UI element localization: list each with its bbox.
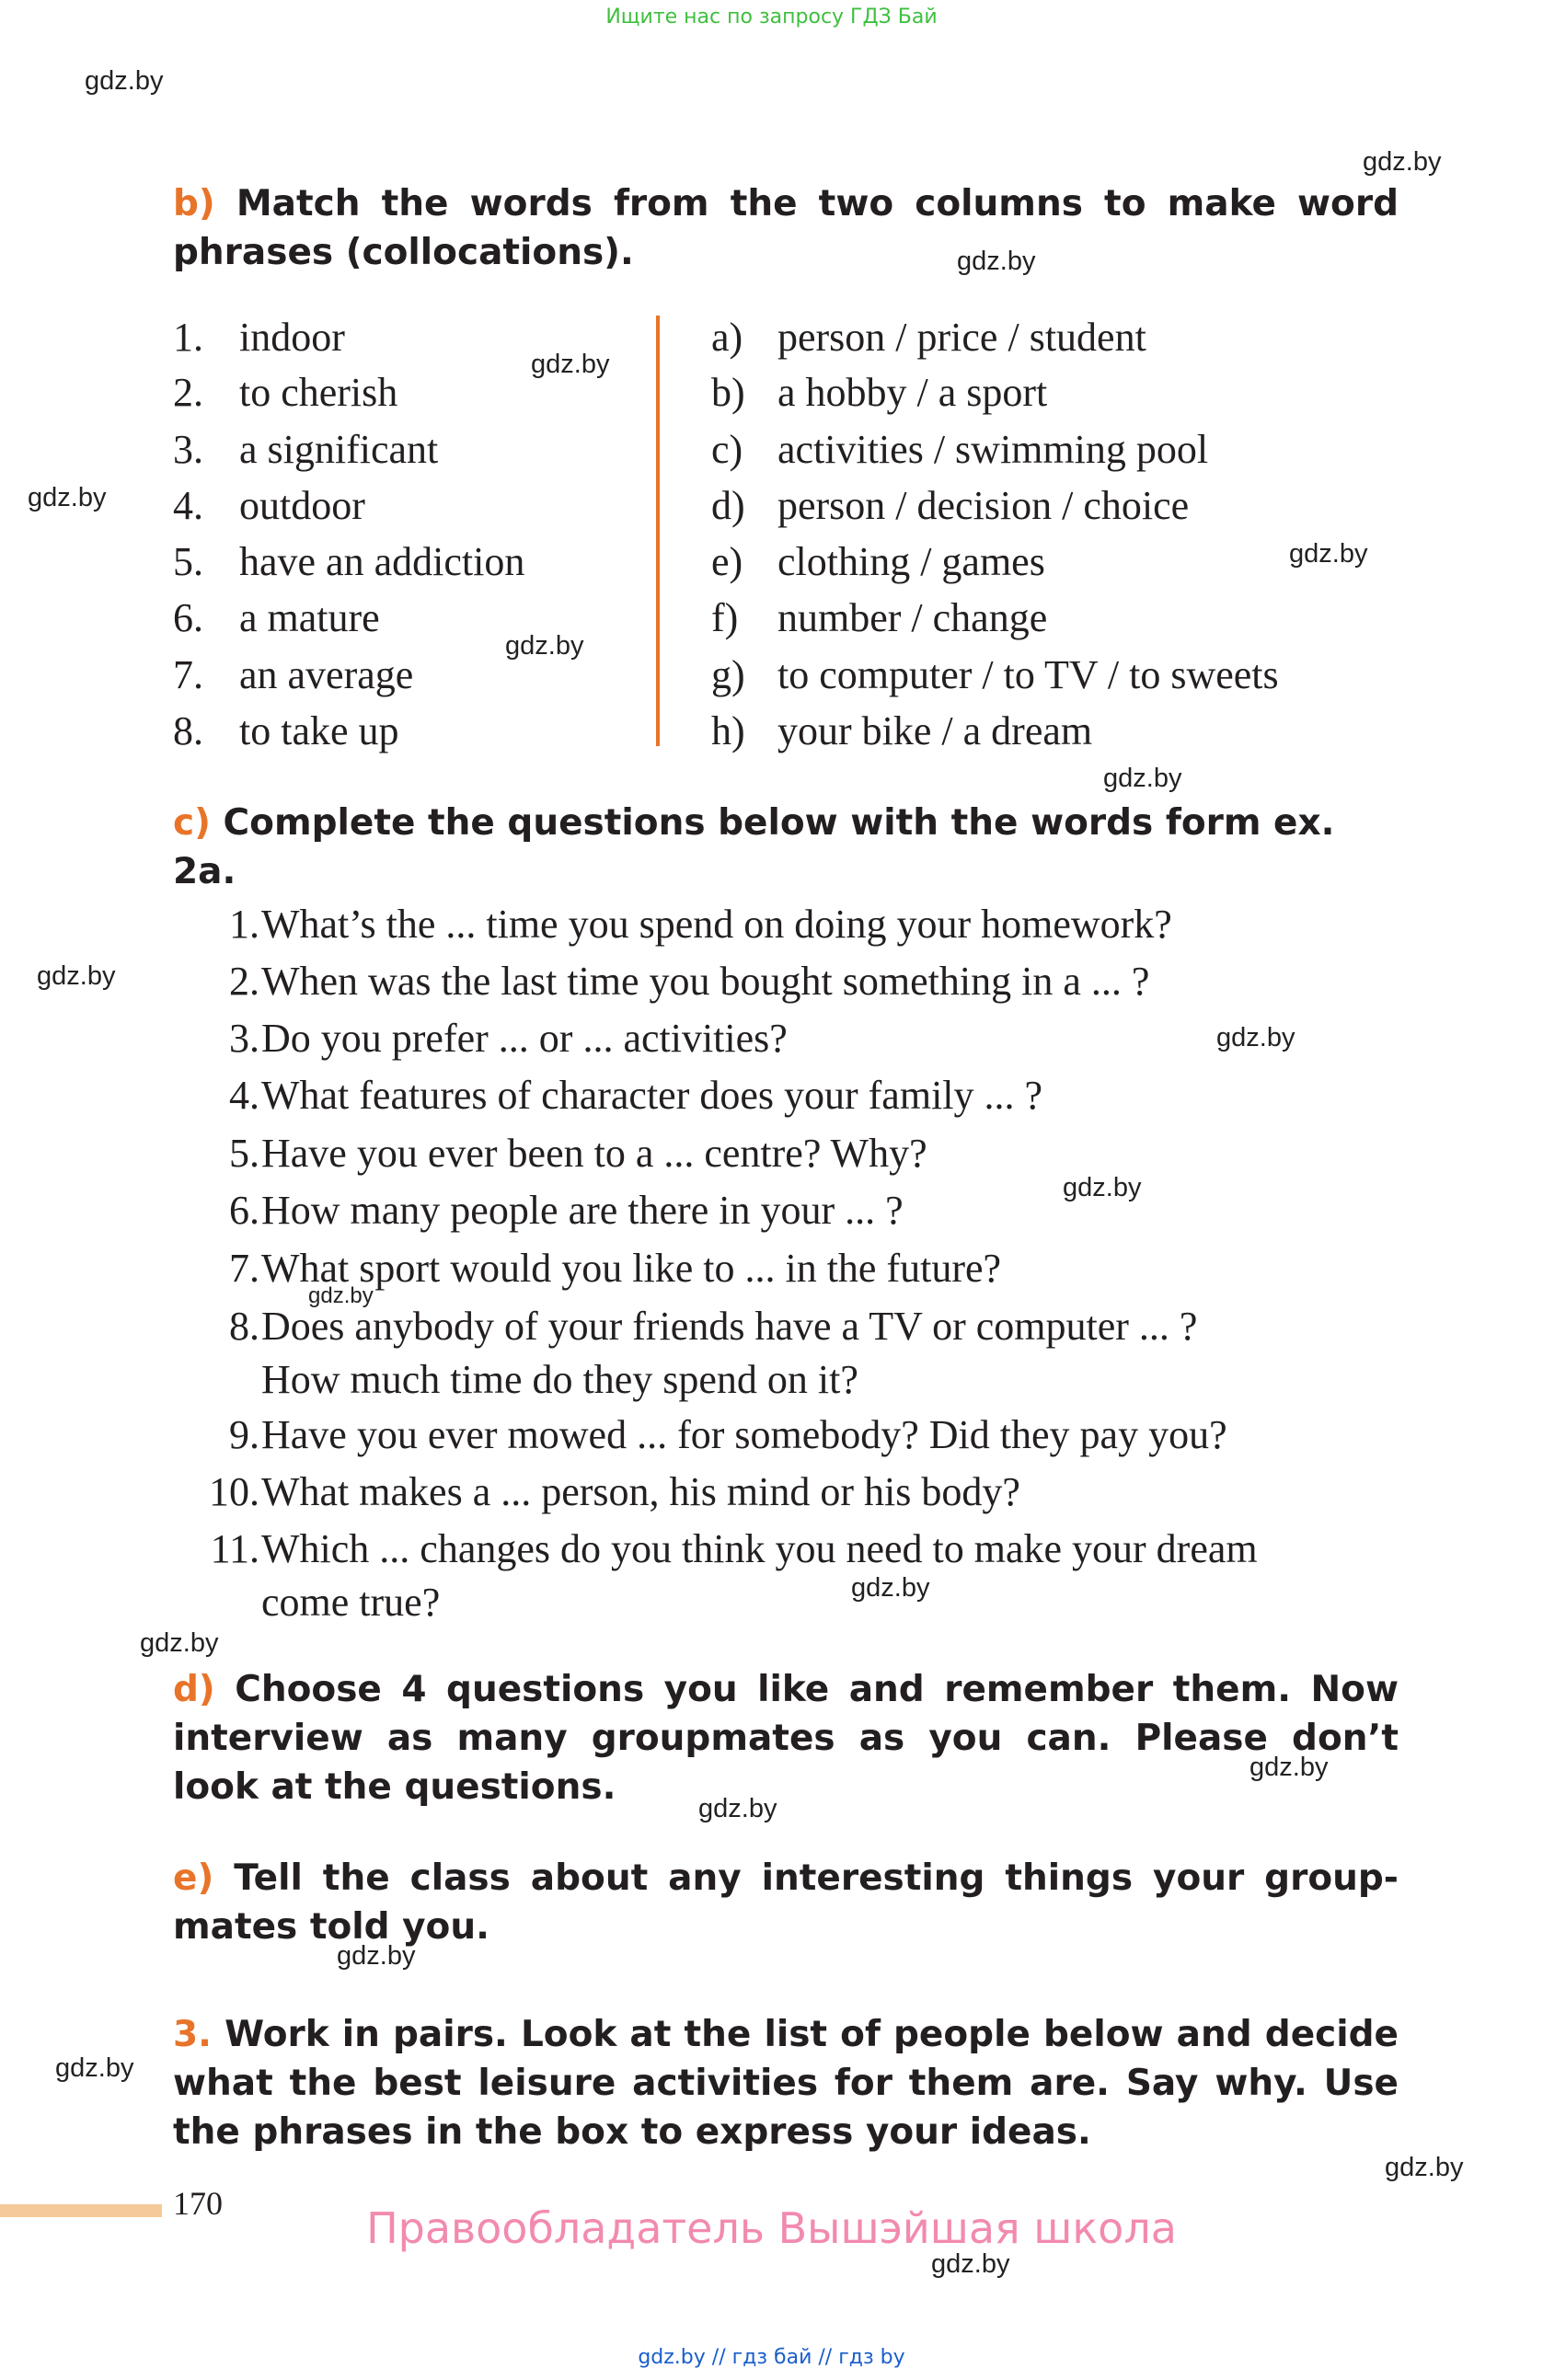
item-letter: f) [711,595,739,640]
watermark: gdz.by [140,1628,219,1658]
column-divider [656,316,660,746]
item-letter: g) [711,652,745,697]
item-text: indoor [239,315,345,360]
top-banner: Ищите нас по запросу ГДЗ Бай [605,6,938,29]
watermark: gdz.by [28,483,107,512]
item-text: outdoor [239,483,365,528]
item-letter: d) [711,483,745,528]
task-letter: d) [173,1669,215,1710]
question-text: How many people are there in your ... ? [261,1188,904,1233]
watermark: gdz.by [308,1283,374,1308]
question-text: What makes a ... person, his mind or his body? [261,1469,1020,1514]
task-c-instruction [173,799,1399,896]
question-number: 3. [229,1016,259,1061]
item-text: to take up [239,708,399,753]
task-3-instruction [173,2010,1399,2156]
watermark: gdz.by [1289,539,1368,569]
item-number: 3. [173,427,203,472]
question-text: Which ... changes do you think you need to make your dream [261,1526,1258,1571]
item-number: 2. [173,370,203,415]
watermark: gdz.by [1063,1173,1142,1202]
item-letter: c) [711,427,743,472]
right-column-item [711,595,1048,640]
item-text: a hobby / a sport [777,370,1048,415]
question-item [173,1304,1198,1349]
question-number: 5. [229,1131,259,1176]
watermark: gdz.by [505,631,584,661]
right-column-item [711,652,1279,697]
task-e-instruction [173,1854,1399,1951]
item-text: have an addiction [239,539,525,584]
question-text: Have you ever mowed ... for somebody? Did they pay you? [261,1412,1227,1457]
question-number: 2. [229,959,259,1004]
item-text: person / price / student [777,315,1146,360]
question-number: 1. [229,902,259,947]
item-letter: e) [711,539,743,584]
left-column-item [173,595,380,640]
question-item [173,902,1172,947]
task-text: Work in pairs. Look at the list of people below and decide what the best leisure activities for them are. Say why. Use the phrases in the box to express your ideas. [173,2014,1399,2153]
left-column-item [173,483,365,528]
task-b-instruction [173,179,1399,277]
question-number: 8. [229,1304,259,1349]
question-number: 7. [229,1246,259,1291]
question-number: 4. [229,1073,259,1118]
item-text: to cherish [239,370,398,415]
left-column-item [173,708,399,753]
question-text: What’s the ... time you spend on doing your homework? [261,902,1172,947]
watermark: gdz.by [1249,1753,1329,1782]
question-text: When was the last time you bought something in a ... ? [261,959,1150,1004]
question-item [173,1526,1258,1571]
task-text: Choose 4 questions you like and remember them. Now interview as many groupmates as you can. Please don’t look at the questions. [173,1669,1399,1808]
copyright-notice: Правообладатель Вышэйшая школа [366,2203,1177,2253]
question-item [173,959,1150,1004]
right-column-item [711,370,1048,415]
question-number: 10. [209,1469,259,1514]
item-number: 1. [173,315,203,360]
watermark: gdz.by [931,2249,1010,2279]
item-text: clothing / games [777,539,1045,584]
watermark: gdz.by [851,1573,930,1603]
right-column-item [711,317,1146,358]
watermark: gdz.by [85,66,164,96]
watermark: gdz.by [1385,2153,1464,2182]
right-column-item [711,708,1093,753]
item-letter: h) [711,708,745,753]
item-number: 5. [173,539,203,584]
item-number: 6. [173,595,203,640]
question-item [173,1412,1227,1457]
watermark: gdz.by [37,961,116,991]
item-text: an average [239,652,414,697]
left-column-item [173,427,439,472]
page-number: 170 [173,2185,223,2222]
right-column-item [711,427,1209,472]
watermark: gdz.by [1103,764,1182,793]
item-text: to computer / to TV / to sweets [777,652,1279,697]
question-text: What features of character does your family ... ? [261,1073,1043,1118]
question-item [173,1246,1002,1291]
item-text: a significant [239,427,439,472]
watermark: gdz.by [55,2053,134,2083]
watermark: gdz.by [698,1794,777,1823]
task-letter: e) [173,1857,214,1899]
item-text: a mature [239,595,380,640]
left-column-item [173,539,525,584]
task-text: Match the words from the two columns to make word phrases (collocations). [173,183,1399,273]
item-number: 7. [173,652,203,697]
task-text: Complete the questions below with the words form ex. 2a. [173,802,1335,892]
question-continuation: How much time do they spend on it? [261,1357,858,1402]
task-d-instruction [173,1665,1399,1811]
question-text: What sport would you like to ... in the future? [261,1246,1002,1291]
left-column-item [173,317,345,358]
question-continuation: come true? [261,1580,441,1625]
question-number: 6. [229,1188,259,1233]
question-item [173,1469,1020,1514]
right-column-item [711,539,1045,584]
question-item [173,1131,927,1176]
question-item [173,1188,904,1233]
item-number: 4. [173,483,203,528]
question-number: 11. [210,1526,259,1571]
task-number: 3. [173,2014,212,2055]
watermark: gdz.by [1363,147,1442,177]
watermark: gdz.by [531,350,610,379]
left-column-item [173,370,398,415]
question-text: Do you prefer ... or ... activities? [261,1016,788,1061]
item-text: person / decision / choice [777,483,1190,528]
task-text: Tell the class about any interesting things your group-mates told you. [173,1857,1399,1948]
item-text: your bike / a dream [777,708,1093,753]
question-item [173,1073,1043,1118]
question-number: 9. [229,1412,259,1457]
bottom-links[interactable]: gdz.by // гдз бай // гдз by [638,2346,905,2369]
item-number: 8. [173,708,203,753]
watermark: gdz.by [957,247,1036,276]
item-letter: b) [711,370,745,415]
question-item [173,1016,788,1061]
question-text: Does anybody of your friends have a TV or computer ... ? [261,1304,1198,1349]
item-text: activities / swimming pool [777,427,1209,472]
question-text: Have you ever been to a ... centre? Why? [261,1131,927,1176]
item-text: number / change [777,595,1048,640]
left-column-item [173,652,414,697]
watermark: gdz.by [337,1941,416,1971]
watermark: gdz.by [1216,1023,1295,1052]
item-letter: a) [711,315,743,360]
task-letter: b) [173,183,215,224]
task-letter: c) [173,802,211,844]
right-column-item [711,483,1190,528]
